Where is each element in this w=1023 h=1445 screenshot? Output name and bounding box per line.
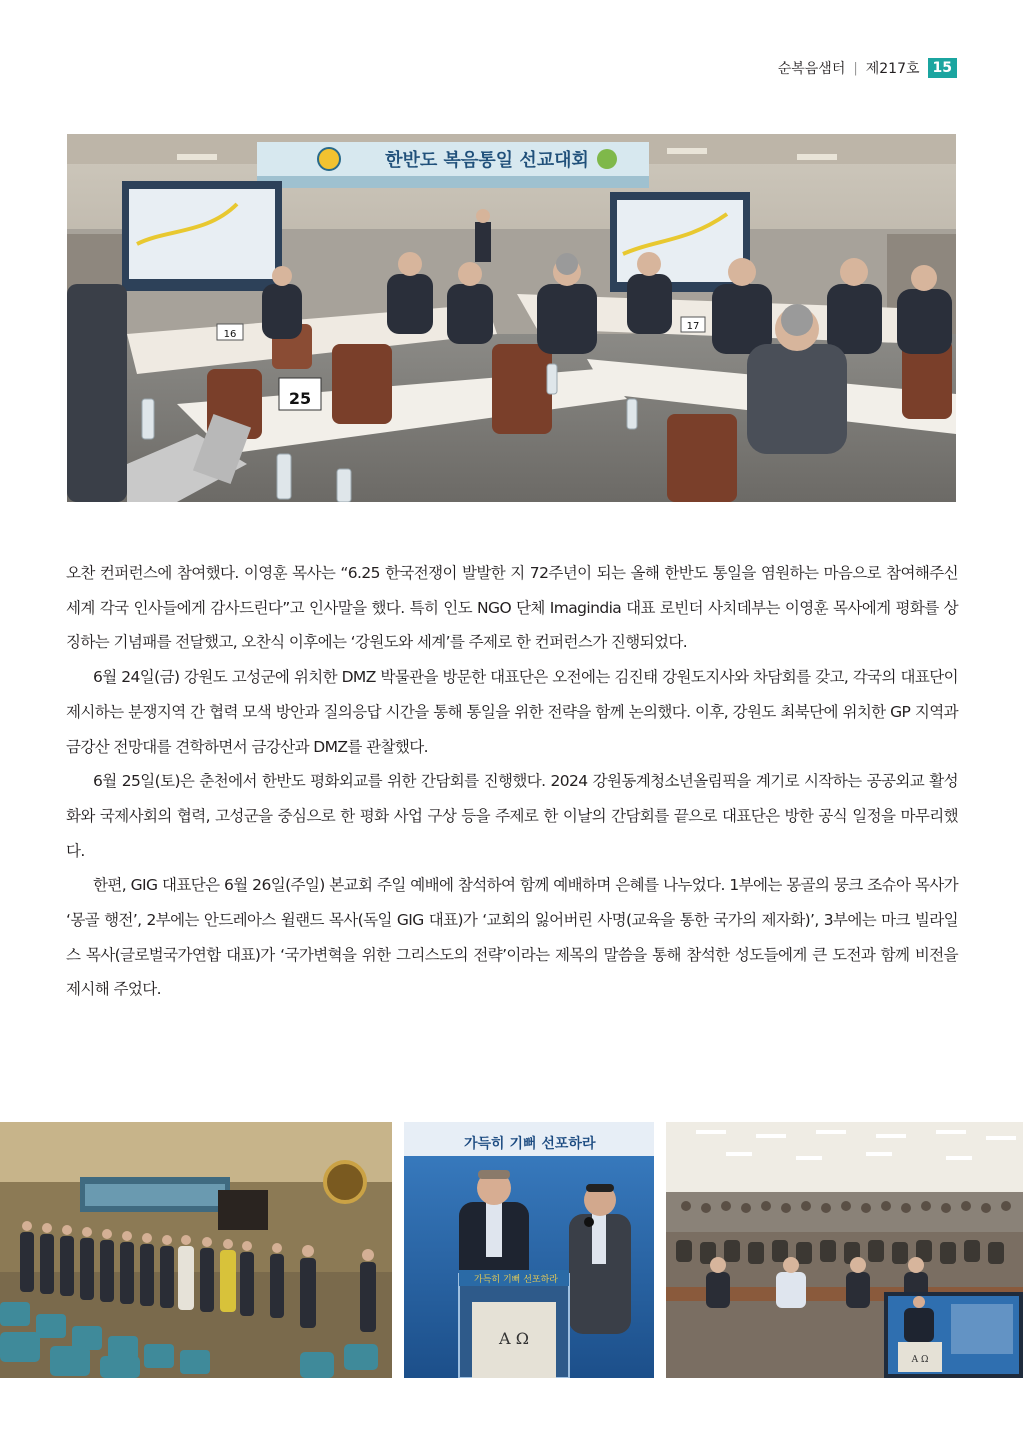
article-paragraph: 한편, GIG 대표단은 6월 26일(주일) 본교회 주일 예배에 참석하여 함께 예배하며 은혜를 나누었다. 1부에는 몽골의 뭉크 조슈아 목사가 ‘몽골 행전’, 2부에는 안드레아스 윌랜드 목사(독일 GIG 대표)가 ‘교회의 잃어버린 사명(교육을 통한 국가의 제자화)’, 3부에는 마크 빌라일스 목사(글로벌국가연합 대표)가 ‘국가변혁을 위한 그리스도의 전략’이라는 제목의 말씀을 통해 참석한 성도들에게 큰 도전과 함께 비전을 제시해 주었다.	[66, 876, 958, 999]
table-sign-16: 16	[223, 329, 237, 340]
podium-symbol: A Ω	[499, 1329, 529, 1348]
table-sign-25: 25	[288, 389, 312, 408]
podium-banner: 가득히 기뻐 선포하라	[474, 1275, 558, 1285]
header-divider: |	[853, 60, 858, 76]
screen-podium-symbol: A Ω	[911, 1355, 929, 1365]
podium-speakers-photo	[404, 1122, 654, 1378]
banner-text: 한반도 복음통일 선교대회	[385, 150, 589, 171]
article-body	[66, 556, 958, 1007]
screen-headline: 가득히 기뻐 선포하라	[464, 1136, 596, 1152]
article-paragraph: 오찬 컨퍼런스에 참여했다. 이영훈 목사는 “6.25 한국전쟁이 발발한 지 72주년이 되는 올해 한반도 통일을 염원하는 마음으로 참여해주신 세계 각국 인사들에게 감사드린다”고 인사말을 했다. 특히 인도 NGO 단체 Imagindia 대표 로빈더 사치데부는 이영훈 목사에게 평화를 상징하는 기념패를 전달했고, 오찬식 이후에는 ‘강원도와 세계’를 주제로 한 컨퍼런스가 진행되었다.	[66, 564, 958, 652]
congregation-photo	[666, 1122, 1023, 1378]
page-header	[778, 58, 957, 78]
article-paragraph: 6월 24일(금) 강원도 고성군에 위치한 DMZ 박물관을 방문한 대표단은 오전에는 김진태 강원도지사와 차담회를 갖고, 각국의 대표단이 제시하는 분쟁지역 간 협력 모색 방안과 질의응답 시간을 통해 통일을 위한 전략을 함께 논의했다. 이후, 강원도 최북단에 위치한 GP 지역과 금강산 전망대를 견학하면서 금강산과 DMZ를 관찰했다.	[66, 668, 958, 756]
page-number-badge: 15	[928, 58, 957, 78]
issue-number: 제217호	[865, 61, 920, 77]
assembly-hall-group-photo	[0, 1122, 392, 1378]
conference-hall-photo	[67, 134, 956, 502]
table-sign-17: 17	[686, 321, 700, 332]
article-paragraph: 6월 25일(토)은 춘천에서 한반도 평화외교를 위한 간담회를 진행했다. 2024 강원동계청소년올림픽을 계기로 시작하는 공공외교 활성화와 국제사회의 협력, 고성군을 중심으로 한 평화 사업 구상 등을 주제로 한 이날의 간담회를 끝으로 대표단은 방한 공식 일정을 마무리했다.	[66, 772, 958, 860]
publication-name: 순복음샘터	[777, 61, 846, 77]
